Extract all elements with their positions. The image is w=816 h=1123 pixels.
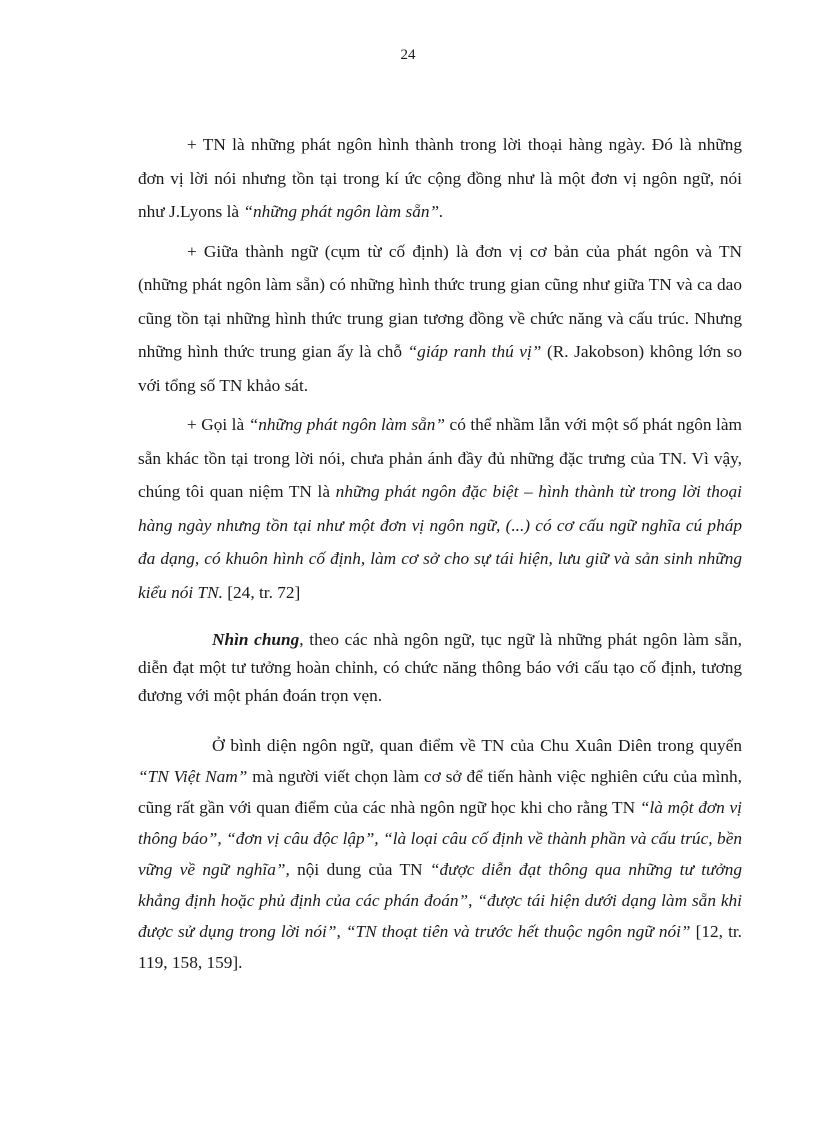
text-run: những phát ngôn đặc biệt – hình thành từ trong lời thoại hàng ngày nhưng tồn tại như một đơn vị ngôn ngữ, (...) có cơ cấu ngữ nghĩa cú pháp đa dạng, có khuôn hình cố định, làm cơ sở cho sự tái hiện, lưu giữ và sản sinh những kiểu nói TN. xyxy=(138,482,742,602)
paragraph-4 xyxy=(138,626,742,710)
paragraph-2 xyxy=(138,235,742,403)
page-body xyxy=(138,128,742,978)
page-number: 24 xyxy=(400,47,416,63)
text-run: “những phát ngôn làm sẵn”. xyxy=(243,202,444,221)
text-run: mà người viết chọn làm cơ sở để tiến hành việc nghiên cứu của mình, cũng rất gần với quan điểm của các nhà ngôn ngữ học khi cho rằng TN xyxy=(138,767,743,817)
paragraph-3 xyxy=(138,408,742,609)
text-run: + Giữa thành ngữ (cụm từ cố định) là đơn vị cơ bản của phát ngôn và TN (những phát ngôn làm sẵn) có những hình thức trung gian cũng như giữa TN và ca dao cũng tồn tại những hình thức trung gian tương đồng về chức năng và cấu trúc. Nhưng những hình thức trung gian ấy là chỗ xyxy=(138,241,742,361)
paragraph-5 xyxy=(138,730,742,978)
text-run: nội dung của TN xyxy=(289,860,430,879)
text-run: có thể nhầm lẫn với một số phát ngôn làm sẵn khác tồn tại trong lời nói, chưa phản ánh đầy đủ những đặc trưng của TN. Vì vậy, chúng tôi quan niệm TN là xyxy=(138,415,742,501)
text-run: “TN Việt Nam” xyxy=(138,767,248,786)
text-run: [24, tr. 72] xyxy=(222,582,301,602)
text-run: (R. Jakobson) không lớn so với tổng số TN khảo sát. xyxy=(138,342,743,395)
text-run: Ở bình diện ngôn ngữ, quan điểm về TN của Chu Xuân Diên trong quyển xyxy=(212,736,742,755)
text-run: [12, tr. 119, 158, 159]. xyxy=(138,922,742,972)
text-run: “là một đơn vị thông báo”, “đơn vị câu độc lập”, “là loại câu cố định về thành phần và cấu trúc, bền vững về ngữ nghĩa”, xyxy=(138,798,742,879)
text-run: “giáp ranh thú vị” xyxy=(407,342,542,361)
text-run: “những phát ngôn làm sẵn” xyxy=(248,415,446,434)
text-run: + TN là những phát ngôn hình thành trong lời thoại hàng ngày. Đó là những đơn vị lời nói nhưng tồn tại trong kí ức cộng đồng như là một đơn vị ngôn ngữ, nói như J.Lyons là xyxy=(138,135,742,221)
text-run: “được diễn đạt thông qua những tư tưởng khẳng định hoặc phủ định của các phán đoán”, “được tái hiện dưới dạng làm sẵn khi được sử dụng trong lời nói”, “TN thoạt tiên và trước hết thuộc ngôn ngữ nói” xyxy=(138,860,742,941)
text-run: + Gọi là xyxy=(187,415,249,434)
paragraph-1 xyxy=(138,128,742,229)
text-run: , theo các nhà ngôn ngữ, tục ngữ là những phát ngôn làm sẵn, diễn đạt một tư tưởng hoàn chỉnh, có chức năng thông báo với cấu tạo cố định, tương đương với một phán đoán trọn vẹn. xyxy=(138,630,742,705)
text-run: Nhìn chung xyxy=(212,630,300,649)
